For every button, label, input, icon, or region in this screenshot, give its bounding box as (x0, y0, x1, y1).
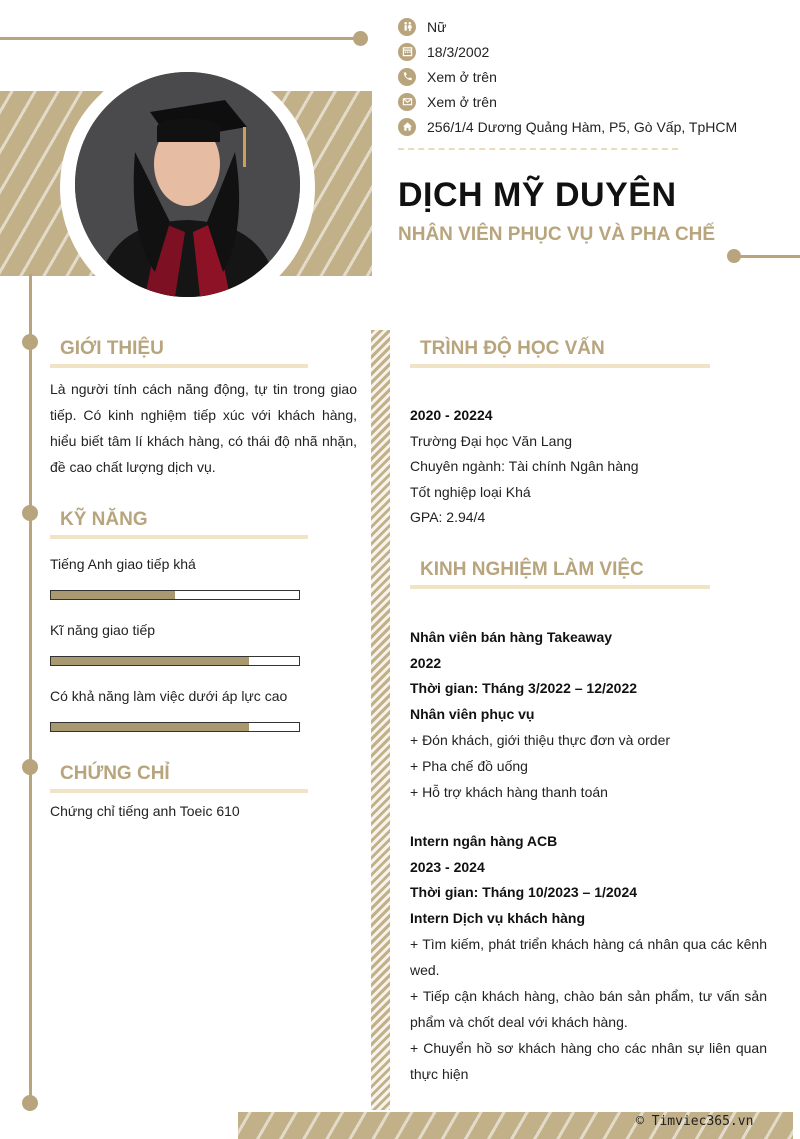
contact-gender (398, 14, 798, 39)
candidate-name: DỊCH MỸ DUYÊN (398, 176, 677, 214)
title-decor-line (738, 255, 800, 258)
job-year: 2022 (410, 654, 442, 671)
certificates-heading-rule (50, 789, 308, 793)
skills-heading: KỸ NĂNG (60, 509, 148, 530)
job-role: Nhân viên phục vụ (410, 705, 535, 722)
timeline-dot (22, 759, 38, 775)
job-bullet: + Tiếp cận khách hàng, chào bán sản phẩm, tư vấn sản phẩm và chốt deal với khách hàng. (410, 988, 767, 1030)
column-hatch-pattern (371, 330, 390, 1110)
skill-bar (50, 590, 300, 600)
experience-heading-rule (410, 585, 710, 589)
education-heading: TRÌNH ĐỘ HỌC VẤN (420, 338, 605, 359)
job-bullet: + Chuyển hồ sơ khách hàng cho các nhân sự liên quan thực hiện (410, 1040, 767, 1082)
skill-label: Tiếng Anh giao tiếp khá (50, 556, 196, 572)
certificates-heading: CHỨNG CHỈ (60, 763, 170, 784)
email-text: Xem ở trên (427, 93, 497, 110)
contact-list (398, 14, 798, 139)
top-decor-dot (353, 31, 368, 46)
calendar-icon (398, 43, 416, 61)
birthday-text: 18/3/2002 (427, 43, 490, 60)
intro-text: Là người tính cách năng động, tự tin trong giao tiếp. Có kinh nghiệm tiếp xúc với khách hàng, hiểu biết tâm lí khách hàng, có thái độ nhã nhặn, đề cao chất lượng dịch vụ. (50, 381, 357, 475)
contact-birthday (398, 39, 798, 64)
intro-heading-rule (50, 364, 308, 368)
job-bullet: + Đón khách, giới thiệu thực đơn và order (410, 732, 671, 748)
education-gpa: GPA: 2.94/4 (410, 509, 486, 525)
phone-icon (398, 68, 416, 86)
education-grade: Tốt nghiệp loại Khá (410, 483, 531, 500)
skill-item (50, 622, 310, 666)
title-decor-dot (727, 249, 741, 263)
skill-bar-fill (51, 723, 249, 731)
job-bullet: + Hỗ trợ khách hàng thanh toán (410, 784, 608, 800)
intro-heading: GIỚI THIỆU (60, 338, 164, 359)
timeline-dot (22, 1095, 38, 1111)
timeline-dot (22, 334, 38, 350)
avatar (75, 72, 300, 297)
gender-text: Nữ (427, 18, 447, 35)
skill-item (50, 688, 310, 732)
skill-bar-fill (51, 591, 175, 599)
avatar-photo (75, 72, 300, 297)
envelope-icon (398, 93, 416, 111)
experience-job (410, 625, 767, 805)
education-major: Chuyên ngành: Tài chính Ngân hàng (410, 458, 639, 474)
gender-icon (398, 18, 416, 36)
experience-job (410, 829, 767, 1087)
education-heading-rule (410, 364, 710, 368)
certificate-item: Chứng chỉ tiếng anh Toeic 610 (50, 803, 240, 819)
skill-bar (50, 656, 300, 666)
skills-heading-rule (50, 535, 308, 539)
job-company: Intern ngân hàng ACB (410, 833, 558, 849)
skill-label: Kĩ năng giao tiếp (50, 622, 156, 638)
job-year: 2023 - 2024 (410, 858, 485, 875)
job-bullet: + Tìm kiếm, phát triển khách hàng cá nhân qua các kênh wed. (410, 936, 767, 978)
education-block (410, 403, 770, 531)
contact-phone (398, 64, 798, 89)
timeline-dot (22, 505, 38, 521)
skill-bar-fill (51, 657, 249, 665)
contact-email (398, 89, 798, 114)
home-icon (398, 118, 416, 136)
education-school: Trường Đại học Văn Lang (410, 432, 573, 449)
skill-item (50, 556, 310, 600)
job-time: Thời gian: Tháng 10/2023 – 1/2024 (410, 884, 638, 900)
copyright-text: © Timviec365.vn (636, 1114, 754, 1129)
contact-address (398, 114, 798, 139)
job-role: Intern Dịch vụ khách hàng (410, 909, 586, 926)
job-bullet: + Pha chế đồ uống (410, 758, 528, 774)
skill-label: Có khả năng làm việc dưới áp lực cao (50, 688, 288, 704)
job-time: Thời gian: Tháng 3/2022 – 12/2022 (410, 680, 638, 696)
experience-heading: KINH NGHIỆM LÀM VIỆC (420, 559, 644, 580)
job-company: Nhân viên bán hàng Takeaway (410, 629, 613, 645)
contact-divider (398, 148, 678, 150)
top-decor-line (0, 37, 356, 40)
phone-text: Xem ở trên (427, 68, 497, 85)
timeline-line (29, 274, 32, 1104)
education-period: 2020 - 20224 (410, 407, 493, 423)
address-text: 256/1/4 Dương Quảng Hàm, P5, Gò Vấp, TpHCM (427, 118, 738, 135)
skill-bar (50, 722, 300, 732)
job-title: NHÂN VIÊN PHỤC VỤ VÀ PHA CHẾ (398, 224, 716, 245)
